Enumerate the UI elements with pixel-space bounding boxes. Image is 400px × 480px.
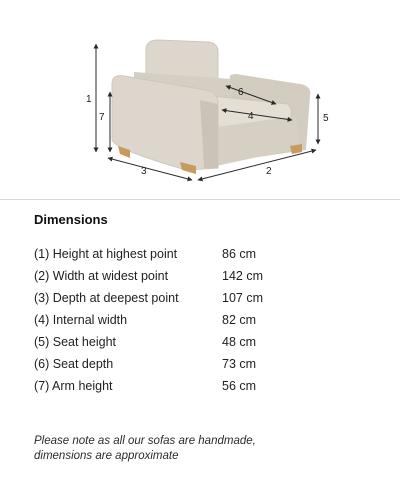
dimension-label: (3) Depth at deepest point bbox=[34, 291, 179, 305]
dimension-row-arm-height bbox=[34, 375, 374, 397]
dimension-value: 107 cm bbox=[222, 291, 263, 305]
handmade-note bbox=[34, 434, 374, 464]
dimension-value: 73 cm bbox=[222, 357, 257, 371]
dim-label-arm-height: 7 bbox=[99, 112, 105, 123]
section-divider bbox=[0, 199, 400, 200]
dimension-value: 86 cm bbox=[222, 247, 257, 261]
sofa-illustration bbox=[0, 0, 400, 200]
dimension-row-height bbox=[34, 243, 374, 265]
dimension-label: (6) Seat depth bbox=[34, 357, 114, 371]
dimension-row-depth bbox=[34, 287, 374, 309]
dimension-label: (5) Seat height bbox=[34, 335, 116, 349]
sofa-shape bbox=[112, 40, 310, 174]
dimension-row-seat-height bbox=[34, 331, 374, 353]
dim-label-seat-depth: 6 bbox=[238, 87, 244, 98]
note-line: Please note as all our sofas are handmade, bbox=[34, 435, 256, 447]
dimension-value: 142 cm bbox=[222, 269, 263, 283]
dim-label-height: 1 bbox=[86, 94, 92, 105]
dimension-label: (7) Arm height bbox=[34, 379, 113, 393]
dim-label-width: 2 bbox=[266, 166, 272, 177]
dimension-label: (1) Height at highest point bbox=[34, 247, 178, 261]
dim-label-depth: 3 bbox=[141, 166, 147, 177]
dimension-row-seat-depth bbox=[34, 353, 374, 375]
dimension-value: 48 cm bbox=[222, 335, 257, 349]
dimension-value: 82 cm bbox=[222, 313, 257, 327]
dimensions-section bbox=[34, 212, 374, 397]
dimension-label: (2) Width at widest point bbox=[34, 269, 169, 283]
dimension-label: (4) Internal width bbox=[34, 313, 128, 327]
dim-label-internal: 4 bbox=[248, 111, 254, 122]
dimension-row-width bbox=[34, 265, 374, 287]
sofa-dimension-diagram bbox=[0, 0, 400, 200]
dim-label-seat-height: 5 bbox=[323, 113, 329, 124]
dimension-row-internal-width bbox=[34, 309, 374, 331]
dimensions-list bbox=[34, 243, 374, 397]
dimensions-heading: Dimensions bbox=[34, 212, 108, 227]
note-line: dimensions are approximate bbox=[34, 450, 179, 462]
dimension-value: 56 cm bbox=[222, 379, 257, 393]
